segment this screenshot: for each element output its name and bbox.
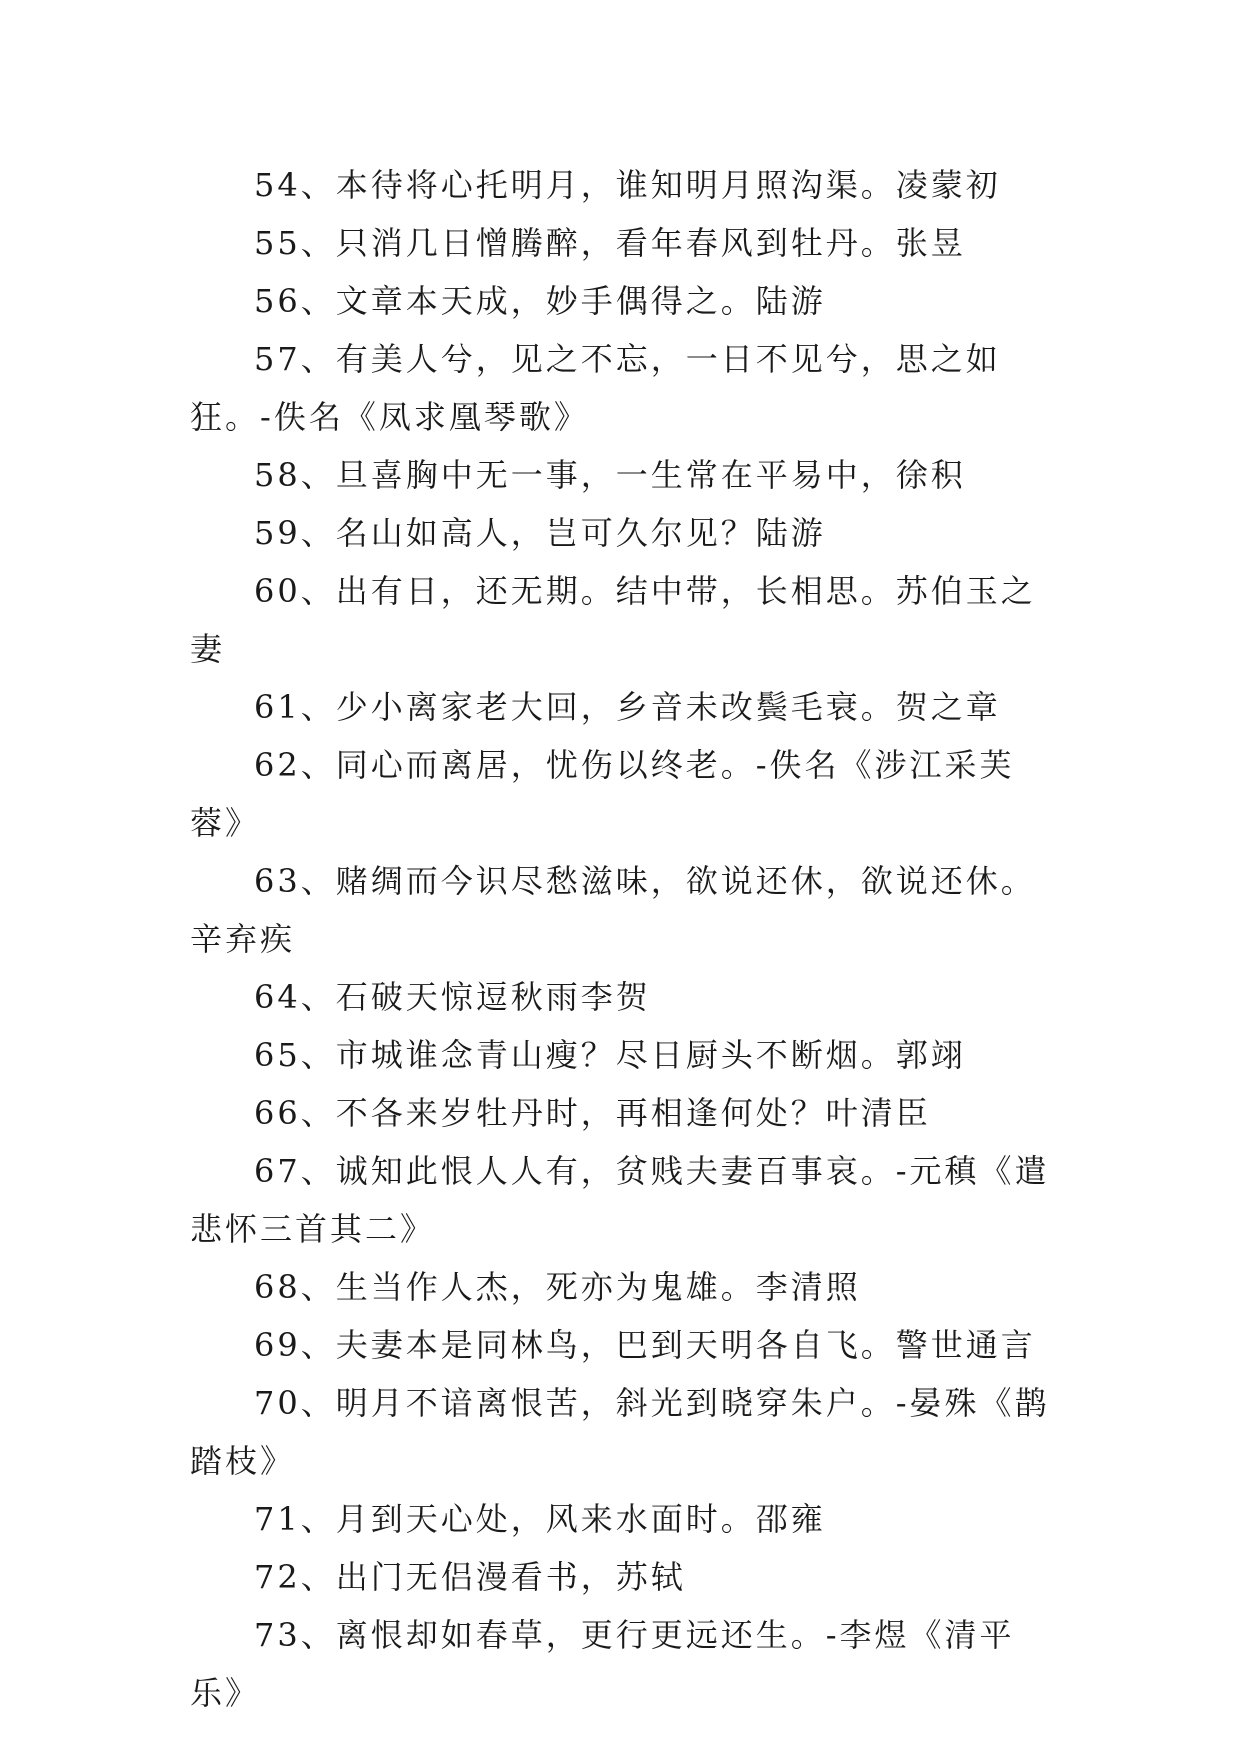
quote-line: 73、离恨却如春草，更行更远还生。-李煜《清平乐》 — [190, 1616, 1015, 1712]
quote-line: 64、石破天惊逗秋雨李贺 — [254, 978, 651, 1016]
quote-line: 70、明月不谙离恨苦，斜光到晓穿朱户。-晏殊《鹊踏枝》 — [190, 1384, 1050, 1480]
quote-line: 72、出门无侣漫看书，苏轼 — [254, 1558, 686, 1596]
quote-line: 68、生当作人杰，死亦为鬼雄。李清照 — [254, 1268, 861, 1306]
quote-line: 57、有美人兮，见之不忘，一日不见兮，思之如狂。-佚名《凤求凰琴歌》 — [190, 340, 1001, 436]
quote-line: 59、名山如高人，岂可久尔见？陆游 — [254, 514, 826, 552]
quote-line: 61、少小离家老大回，乡音未改鬓毛衰。贺之章 — [254, 688, 1001, 726]
quote-line: 71、月到天心处，风来水面时。邵雍 — [254, 1500, 826, 1538]
quote-line: 66、不各来岁牡丹时，再相逢何处？叶清臣 — [254, 1094, 931, 1132]
quote-line: 58、旦喜胸中无一事，一生常在平易中，徐积 — [254, 456, 966, 494]
quote-line: 62、同心而离居，忧伤以终老。-佚名《涉江采芙蓉》 — [190, 746, 1015, 842]
quote-line: 60、出有日，还无期。结中带，长相思。苏伯玉之妻 — [190, 572, 1036, 668]
quote-line: 67、诚知此恨人人有，贫贱夫妻百事哀。-元稹《遣悲怀三首其二》 — [190, 1152, 1050, 1248]
quote-line: 69、夫妻本是同林鸟，巴到天明各自飞。警世通言 — [254, 1326, 1036, 1364]
quote-line: 54、本待将心托明月，谁知明月照沟渠。凌蒙初 — [254, 166, 1001, 204]
quote-list — [190, 156, 1055, 1722]
quote-line: 63、赌绸而今识尽愁滋味，欲说还休，欲说还休。辛弃疾 — [190, 862, 1036, 958]
quote-line: 56、文章本天成，妙手偶得之。陆游 — [254, 282, 826, 320]
quote-line: 65、市城谁念青山瘦？尽日厨头不断烟。郭翊 — [254, 1036, 966, 1074]
quote-line: 55、只消几日憎腾醉，看年春风到牡丹。张昱 — [254, 224, 966, 262]
